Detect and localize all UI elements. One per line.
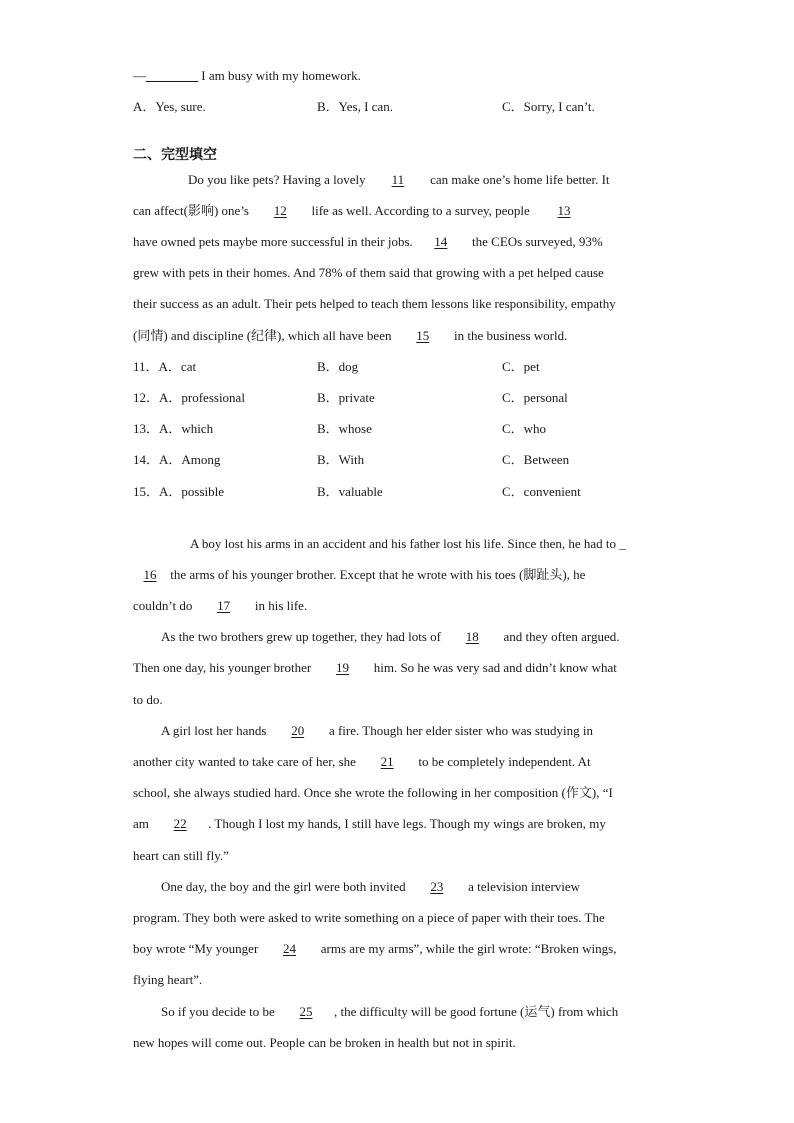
blank-20[interactable]: 20 (291, 723, 305, 738)
option-b[interactable]: B．Yes, I can. (317, 99, 393, 114)
question-number: 11．A．cat (133, 359, 197, 374)
option-b[interactable]: B．private (317, 390, 375, 405)
blank-14[interactable]: 14 (434, 234, 448, 249)
passage2-line: A boy lost his arms in an accident and his father lost his life. Since then, he had to _ (190, 536, 626, 551)
option-a[interactable]: A．cat (158, 359, 197, 374)
blank-19[interactable]: 19 (335, 660, 349, 675)
option-c[interactable]: C．Sorry, I can’t. (502, 99, 595, 114)
option-b[interactable]: B．dog (317, 359, 359, 374)
question-number: 14．A．Among (133, 452, 221, 467)
blank-15[interactable]: 15 (416, 328, 430, 343)
option-c[interactable]: C．convenient (502, 484, 581, 499)
passage2-line: am 22 . Though I lost my hands, I still have legs. Though my wings are broken, my (133, 816, 606, 831)
blank-25[interactable]: 25 (299, 1004, 313, 1019)
option-c[interactable]: C．who (502, 421, 547, 436)
blank-17[interactable]: 17 (217, 598, 231, 613)
blank-18[interactable]: 18 (465, 629, 479, 644)
answer-blank[interactable]: ________ (146, 68, 198, 83)
passage2-line: One day, the boy and the girl were both invited 23 a television interview (161, 879, 581, 894)
option-a[interactable]: A．possible (159, 484, 225, 499)
passage2-line: program. They both were asked to write something on a piece of paper with their toes. The (133, 910, 605, 925)
blank-24[interactable]: 24 (283, 941, 297, 956)
option-b[interactable]: B．valuable (317, 484, 383, 499)
option-c[interactable]: C．pet (502, 359, 540, 374)
question-number: 15．A．possible (133, 484, 225, 499)
option-a[interactable]: A．Among (159, 452, 221, 467)
blank-22[interactable]: 22 (173, 816, 187, 831)
option-c[interactable]: C．Between (502, 452, 570, 467)
passage1-line: (同情) and discipline (纪律), which all have been 15 in the business world. (133, 328, 568, 343)
passage2-line: flying heart”. (133, 972, 203, 987)
passage1-line: Do you like pets? Having a lovely 11 can make one’s home life better. It (188, 172, 610, 187)
blank-13[interactable]: 13 (557, 203, 571, 218)
option-a[interactable]: A．which (159, 421, 214, 436)
passage1-line: grew with pets in their homes. And 78% of them said that growing with a pet helped cause (133, 265, 604, 280)
option-b[interactable]: B．whose (317, 421, 372, 436)
passage2-line: couldn’t do 17 in his life. (133, 598, 308, 613)
passage2-line: So if you decide to be 25 , the difficulty will be good fortune (运气) from which (161, 1004, 619, 1019)
blank-16[interactable]: 16 (143, 567, 157, 582)
blank-12[interactable]: 12 (273, 203, 287, 218)
option-a[interactable]: A．Yes, sure. (133, 99, 206, 114)
passage2-line: another city wanted to take care of her, she 21 to be completely independent. At (133, 754, 591, 769)
passage2-line: As the two brothers grew up together, they had lots of 18 and they often argued. (161, 629, 620, 644)
blank-21[interactable]: 21 (380, 754, 394, 769)
question-stem: —________ I am busy with my homework. (133, 68, 361, 83)
passage2-line: Then one day, his younger brother 19 him. So he was very sad and didn’t know what (133, 660, 617, 675)
passage2-line: to do. (133, 692, 163, 707)
passage1-line: have owned pets maybe more successful in their jobs. 14 the CEOs surveyed, 93% (133, 234, 603, 249)
passage1-line: can affect(影响) one’s 12 life as well. According to a survey, people 13 (133, 203, 595, 219)
question-number: 12．A．professional (133, 390, 245, 405)
passage2-line: heart can still fly.” (133, 848, 229, 863)
section-heading: 二、完型填空 (133, 147, 217, 163)
passage2-line: school, she always studied hard. Once she wrote the following in her composition (作文), “I (133, 785, 613, 800)
option-c[interactable]: C．personal (502, 390, 568, 405)
passage2-line: 16 the arms of his younger brother. Except that he wrote with his toes (脚趾头), he (133, 567, 585, 583)
option-a[interactable]: A．professional (159, 390, 245, 405)
blank-11[interactable]: 11 (391, 172, 405, 187)
passage2-line: new hopes will come out. People can be broken in health but not in spirit. (133, 1035, 516, 1050)
passage2-line: boy wrote “My younger 24 arms are my arms”, while the girl wrote: “Broken wings, (133, 941, 617, 956)
option-b[interactable]: B．With (317, 452, 365, 467)
question-number: 13．A．which (133, 421, 214, 436)
passage1-line: their success as an adult. Their pets helped to teach them lessons like responsibility, empathy (133, 296, 616, 311)
blank-23[interactable]: 23 (430, 879, 444, 894)
passage2-line: A girl lost her hands 20 a fire. Though her elder sister who was studying in (161, 723, 593, 738)
